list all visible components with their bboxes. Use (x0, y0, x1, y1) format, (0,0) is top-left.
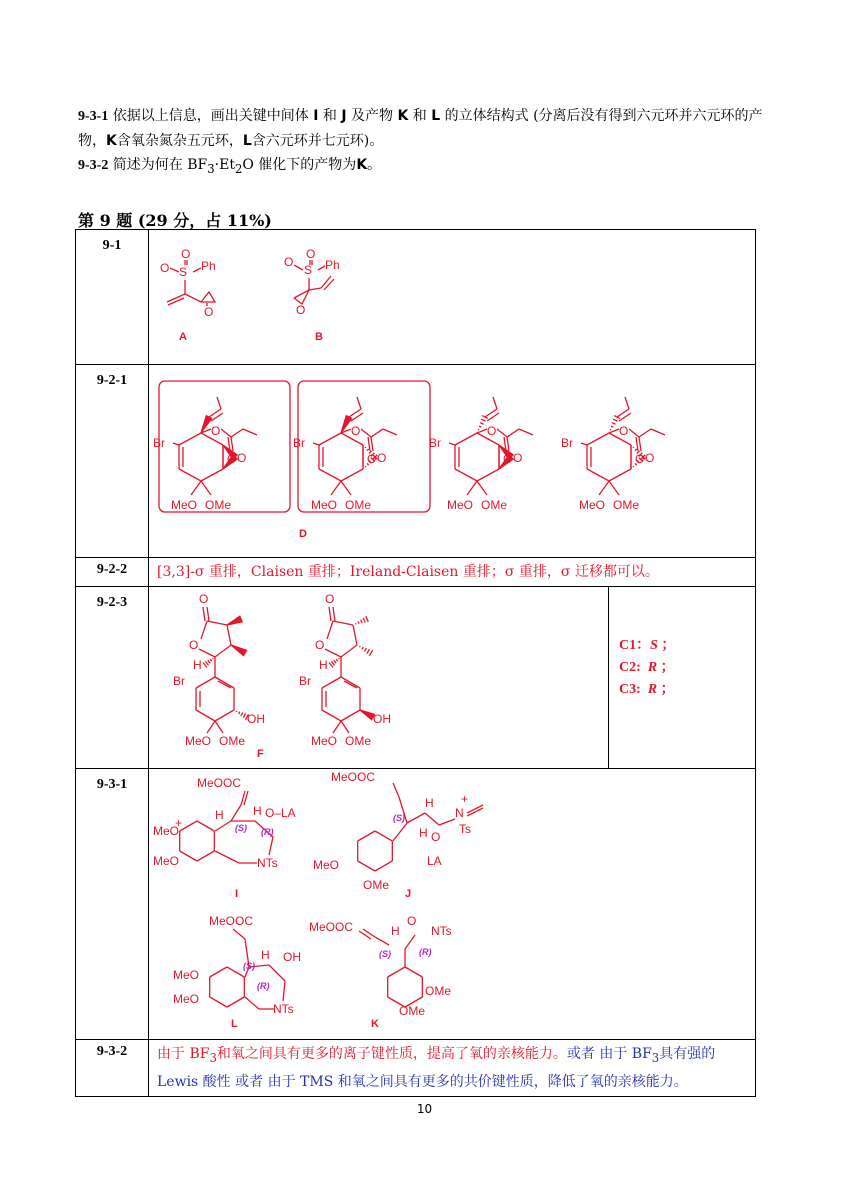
svg-text:Ph: Ph (201, 259, 216, 273)
question-number: 9-1 (76, 230, 149, 365)
bond (625, 397, 629, 409)
bond (405, 967, 422, 977)
bond (356, 623, 357, 624)
svg-text:J: J (405, 888, 412, 900)
bond (455, 433, 477, 445)
bond (245, 997, 259, 1009)
bond (365, 466, 366, 467)
bond (334, 660, 336, 663)
bond (371, 437, 373, 451)
wedge-bond (227, 616, 242, 625)
bond (425, 813, 439, 825)
bond (449, 443, 455, 445)
bond (633, 447, 634, 448)
methoxy-label: MeO (185, 734, 212, 748)
bond (331, 481, 341, 495)
bond (633, 466, 634, 467)
svg-text:D: D (299, 528, 307, 540)
bond (191, 481, 201, 495)
bond (227, 625, 231, 645)
svg-text:O: O (296, 303, 306, 317)
bond (357, 397, 361, 409)
bond (651, 429, 665, 435)
bond (322, 677, 341, 688)
ring-oxygen: O (315, 638, 325, 652)
bond (481, 419, 486, 421)
bond (363, 929, 375, 937)
bond (407, 813, 425, 823)
methoxy-label: MeO (313, 858, 340, 872)
bond (319, 433, 341, 445)
methoxy-label: OMe (481, 498, 508, 512)
bond (180, 851, 197, 861)
c1-assignment: C1：S ； (619, 638, 676, 653)
hydrogen-label: H (261, 948, 270, 962)
question-number: 9-3-2 (76, 1040, 149, 1097)
ester-label: MeOOC (197, 776, 242, 790)
hydrogen-label: H (391, 924, 400, 938)
bond (227, 967, 244, 977)
svg-text:O: O (284, 255, 294, 269)
bond (336, 659, 338, 661)
ester-oxygen: O (351, 424, 361, 438)
bond (210, 997, 227, 1007)
bond (201, 481, 211, 495)
bond (205, 661, 208, 665)
bond (362, 647, 363, 649)
bond (611, 426, 613, 427)
carbonyl-oxygen: O (227, 452, 237, 466)
methoxy-label: OMe (613, 498, 640, 512)
bond (331, 661, 334, 665)
bond (609, 481, 619, 495)
c2-assignment: C2: R ； (619, 660, 675, 675)
bond (366, 616, 369, 622)
question-number: 9-2-2 (76, 558, 149, 587)
oxygen-label: O (431, 830, 441, 844)
stereo-r: (R) (419, 947, 432, 957)
bond (359, 646, 360, 647)
methoxy-label: OMe (399, 1004, 426, 1018)
answer-9-3-1 (149, 769, 756, 1040)
bond (243, 713, 245, 718)
question-number: 9-3-1 (76, 769, 149, 1040)
structures-i-j-k-l (149, 769, 755, 1035)
hydroxyl-label: OH (247, 712, 265, 726)
bond (477, 481, 487, 495)
bond (405, 935, 415, 949)
question-number: 9-2-1 (76, 365, 149, 558)
bond (358, 621, 359, 623)
bond (359, 931, 371, 939)
answer-9-1 (149, 230, 756, 365)
svg-text:S: S (179, 265, 188, 279)
carbonyl-oxygen: O (199, 592, 209, 606)
hydrogen-label: H (419, 826, 428, 840)
hydrogen-label: H (253, 804, 262, 818)
question-9-3-2: 9-3-2 简述为何在 $BF_3\cdot Et_2O$ 催化下的产物为K。 (78, 157, 382, 176)
bond (207, 607, 209, 621)
bond (197, 821, 214, 831)
bond (629, 429, 639, 437)
bond (283, 981, 285, 1001)
svg-text:S: S (304, 263, 313, 277)
bond (201, 469, 223, 481)
row-9-2-2 (76, 558, 756, 587)
bond (231, 429, 243, 437)
wedge-bond (231, 645, 246, 656)
bond (353, 625, 357, 645)
c3-assignment: C3: R ； (619, 682, 675, 697)
bond (367, 649, 370, 653)
bond (599, 481, 609, 495)
methoxy-label: MeO (579, 498, 606, 512)
lewis-acid-label: LA (427, 854, 442, 868)
bond (363, 618, 365, 623)
bond (215, 721, 223, 733)
methoxy-label: MeO (171, 498, 198, 512)
stereo-assignments (609, 587, 675, 768)
bond (269, 837, 273, 855)
bond (609, 469, 631, 481)
bond (613, 419, 618, 421)
bond (210, 967, 227, 977)
hydroxyl-label: OH (283, 950, 301, 964)
bond (179, 433, 201, 445)
bond (201, 621, 207, 639)
methoxy-label: OMe (219, 734, 246, 748)
bond (480, 423, 483, 425)
bond (325, 649, 341, 657)
ester-oxygen: O (487, 424, 497, 438)
tosyl-label: Ts (459, 822, 471, 836)
bond (322, 710, 341, 721)
methoxy-label: OMe (425, 984, 452, 998)
row-9-2-1 (76, 365, 756, 558)
answer-table (75, 229, 756, 1097)
bond (203, 607, 205, 621)
bond (341, 710, 360, 721)
bond (227, 997, 244, 1007)
methoxy-label: OMe (345, 734, 372, 748)
bond (364, 648, 366, 651)
epoxide-oxygen: O (237, 451, 247, 465)
bond (467, 481, 477, 495)
bond (215, 645, 231, 657)
carbonyl-oxygen: O (325, 592, 335, 606)
structure-b (284, 247, 340, 343)
ester-label: MeOOC (331, 770, 376, 784)
bond (243, 429, 257, 435)
bond (610, 430, 611, 431)
bond (231, 437, 233, 451)
bond (478, 430, 479, 431)
bond (581, 443, 587, 445)
svg-text:Ph: Ph (325, 258, 340, 272)
svg-text:F: F (257, 748, 264, 760)
row-9-3-1 (76, 769, 756, 1040)
answer-9-2-2: [3,3]-σ 重排，Claisen 重排；Ireland-Claisen 重排；σ 重排，σ 迁移都可以。 (149, 558, 756, 587)
hydrogen-label: H (319, 658, 328, 672)
bond (236, 711, 237, 712)
bond (439, 819, 455, 825)
row-9-2-3 (76, 587, 756, 769)
methoxy-label: MeO (311, 498, 338, 512)
bond (333, 621, 353, 625)
bond (367, 449, 369, 451)
bond (210, 659, 212, 661)
stereo-s: (S) (243, 961, 255, 971)
bond (207, 621, 227, 625)
svg-text:O: O (160, 261, 170, 275)
methoxy-label: MeO (153, 854, 180, 868)
carbonyl-oxygen: O (635, 452, 645, 466)
bond (639, 437, 641, 451)
svg-text:I: I (235, 888, 239, 900)
tosylamide-label: NTs (257, 856, 278, 870)
bond (497, 429, 507, 437)
ring-oxygen: O (189, 638, 199, 652)
bond (635, 449, 637, 451)
bond (365, 447, 366, 448)
answer-9-3-2: 由于 $BF_3$和氧之间具有更多的离子键性质，提高了氧的亲核能力。或者 由于 $BF_3$具有强的 Lewis 酸性 或者 由于 TMS 和氧之间具有更多的共价键性质，降低了氧的亲核能力。 (149, 1040, 756, 1097)
ester-oxygen: O (619, 424, 629, 438)
bond (197, 851, 214, 861)
bond (507, 437, 509, 451)
bond (477, 469, 499, 481)
methoxy-label: MeO (153, 824, 180, 838)
bond (388, 967, 405, 977)
bond (208, 660, 210, 663)
stereo-s: (S) (393, 813, 405, 823)
structure-a (160, 247, 216, 343)
carbonyl-oxygen: O (367, 452, 377, 466)
charge-label: + (461, 792, 469, 806)
bond (217, 397, 221, 409)
hydrogen-label: H (215, 808, 224, 822)
bond (375, 861, 392, 871)
svg-text:L: L (231, 1018, 238, 1030)
stereo-r: (R) (257, 981, 270, 991)
bond (393, 823, 407, 841)
ester-label: MeOOC (209, 914, 254, 928)
bond (319, 469, 341, 481)
page-number: 10 (416, 1102, 433, 1116)
methoxy-label: MeO (173, 968, 200, 982)
row-9-1 (76, 230, 756, 365)
methoxy-label: MeO (311, 734, 338, 748)
bond (375, 937, 389, 945)
ester-label: MeOOC (309, 920, 354, 934)
bond (339, 658, 340, 659)
bromine-label: Br (173, 674, 185, 688)
bond (179, 469, 201, 481)
bond (371, 429, 383, 437)
svg-text:O: O (306, 247, 316, 261)
hydroxyl-label: OH (373, 712, 391, 726)
ester-oxygen: O (211, 424, 221, 438)
bond (507, 429, 519, 437)
carbonyl-oxygen: O (503, 452, 513, 466)
section-heading: 第 9 题 (29 分，占 11%) (78, 211, 272, 230)
highlight-box-2 (298, 381, 430, 512)
bond (215, 821, 231, 831)
structures-f (149, 587, 609, 767)
methoxy-label: OMe (363, 878, 390, 892)
bond (341, 677, 360, 688)
bond (239, 712, 240, 714)
bond (215, 710, 234, 721)
bond (333, 721, 341, 733)
methoxy-label: MeO (447, 498, 474, 512)
question-number: 9-2-3 (76, 587, 149, 769)
epoxide-oxygen: O (645, 451, 655, 465)
bond (213, 658, 214, 659)
bond (173, 443, 179, 445)
bond (341, 481, 351, 495)
structures-d (149, 365, 755, 553)
bromine-label: Br (429, 436, 441, 450)
answer-9-2-3 (149, 587, 756, 769)
bond (199, 649, 215, 657)
bond (341, 645, 357, 657)
bond (215, 851, 239, 863)
bond (221, 429, 231, 437)
epoxide-oxygen: O (513, 451, 523, 465)
svg-text:A: A (179, 331, 187, 343)
svg-text:O: O (181, 247, 191, 261)
bond (327, 621, 333, 639)
stereo-s: (S) (235, 823, 247, 833)
bond (361, 429, 371, 437)
svg-text:K: K (371, 1018, 379, 1030)
svg-text:O: O (204, 305, 214, 319)
bond (207, 721, 215, 733)
bond (358, 861, 375, 871)
lewis-acid-label: O–LA (265, 806, 296, 820)
bond (341, 721, 349, 733)
epoxide-oxygen: O (377, 451, 387, 465)
structures-a-b (149, 230, 755, 360)
bond (196, 677, 215, 688)
bond (587, 469, 609, 481)
bond (361, 620, 363, 624)
methoxy-label: OMe (345, 498, 372, 512)
bond (455, 469, 477, 481)
bond (233, 929, 245, 939)
hydrogen-label: H (425, 796, 434, 810)
bond (313, 443, 319, 445)
svg-text:B: B (315, 331, 323, 343)
tosylamide-label: NTs (431, 924, 452, 938)
ring-oxygen: O (407, 914, 417, 928)
bond (196, 710, 215, 721)
bond (341, 469, 363, 481)
bond (358, 831, 375, 841)
bromine-label: Br (153, 436, 165, 450)
bond (369, 650, 372, 656)
bond (231, 805, 241, 821)
bond (479, 426, 481, 427)
bond (329, 607, 331, 621)
bond (493, 397, 497, 409)
bond (587, 433, 609, 445)
bond (639, 429, 651, 437)
stereo-s: (S) (379, 949, 391, 959)
bond (269, 965, 285, 981)
answer-9-2-1 (149, 365, 756, 558)
hydrogen-label: H (193, 658, 202, 672)
tosylamide-label: NTs (273, 1002, 294, 1016)
question-text (78, 104, 778, 181)
row-9-3-2 (76, 1040, 756, 1097)
bromine-label: Br (293, 436, 305, 450)
question-9-3-1: 9-3-1 依据以上信息，画出关键中间体 I 和 J 及产物 K 和 L 的立体结构式 (分离后没有得到六元环并六元环的产物，K含氧杂氮杂五元环，L含六元环并七元环)。 (78, 108, 763, 149)
bromine-label: Br (561, 436, 573, 450)
methoxy-label: OMe (205, 498, 232, 512)
iminium-nitrogen: N (455, 806, 464, 820)
bond (519, 429, 533, 435)
bromine-label: Br (299, 674, 311, 688)
bond (215, 677, 234, 688)
bond (612, 423, 615, 425)
charge-label: + (175, 816, 183, 830)
bond (333, 607, 335, 621)
bond (375, 831, 392, 841)
bond (393, 783, 399, 797)
methoxy-label: MeO (173, 992, 200, 1006)
bond (180, 821, 197, 831)
bond (241, 713, 243, 716)
stereo-r: (R) (261, 827, 274, 837)
bond (383, 429, 397, 435)
